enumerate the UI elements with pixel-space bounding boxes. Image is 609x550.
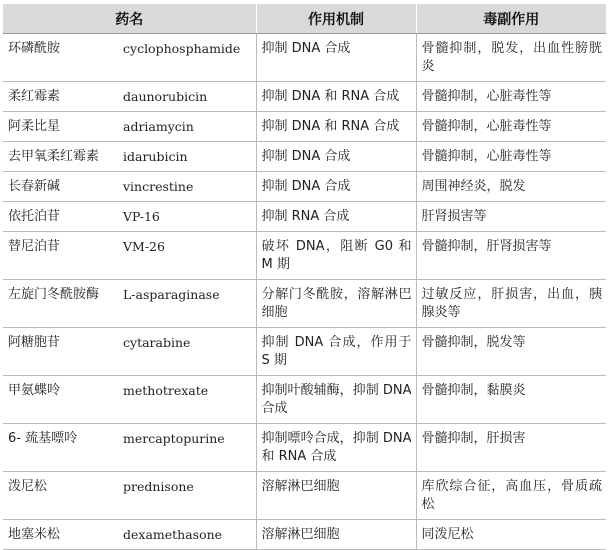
drug-toxicity: 周围神经炎，脱发	[416, 172, 606, 202]
drug-mechanism: 抑制嘌呤合成，抑制 DNA 和 RNA 合成	[256, 424, 416, 472]
drug-name-cn: 泼尼松	[3, 472, 118, 520]
drug-toxicity: 同泼尼松	[416, 520, 606, 550]
drug-name-en: mercaptopurine	[118, 424, 256, 472]
header-drug-name: 药名	[3, 4, 256, 34]
drug-mechanism: 抑制 DNA 和 RNA 合成	[256, 112, 416, 142]
drug-name-en: vincrestine	[118, 172, 256, 202]
drug-toxicity: 骨髓抑制，肝损害	[416, 424, 606, 472]
table-row	[3, 376, 606, 424]
drug-table	[3, 4, 606, 550]
table-row	[3, 328, 606, 376]
drug-name-cn: 阿糖胞苷	[3, 328, 118, 376]
drug-mechanism: 抑制 DNA 合成，作用于 S 期	[256, 328, 416, 376]
drug-mechanism: 溶解淋巴细胞	[256, 472, 416, 520]
table-row	[3, 112, 606, 142]
drug-name-en: idarubicin	[118, 142, 256, 172]
table-header	[3, 4, 606, 34]
header-mechanism: 作用机制	[256, 4, 416, 34]
drug-name-en: adriamycin	[118, 112, 256, 142]
drug-name-en: methotrexate	[118, 376, 256, 424]
drug-name-cn: 去甲氧柔红霉素	[3, 142, 118, 172]
drug-name-cn: 阿柔比星	[3, 112, 118, 142]
table-row	[3, 232, 606, 280]
table-row	[3, 82, 606, 112]
drug-toxicity: 肝肾损害等	[416, 202, 606, 232]
drug-mechanism: 抑制 DNA 合成	[256, 34, 416, 82]
drug-mechanism: 抑制叶酸辅酶，抑制 DNA 合成	[256, 376, 416, 424]
table-row	[3, 172, 606, 202]
drug-mechanism: 抑制 DNA 和 RNA 合成	[256, 82, 416, 112]
drug-name-en: daunorubicin	[118, 82, 256, 112]
drug-name-en: cytarabine	[118, 328, 256, 376]
drug-name-cn: 替尼泊苷	[3, 232, 118, 280]
drug-name-en: VP-16	[118, 202, 256, 232]
table-row	[3, 34, 606, 82]
drug-name-cn: 长春新碱	[3, 172, 118, 202]
drug-toxicity: 骨髓抑制，肝肾损害等	[416, 232, 606, 280]
drug-toxicity: 骨髓抑制，心脏毒性等	[416, 142, 606, 172]
drug-name-en: cyclophosphamide	[118, 34, 256, 82]
drug-name-en: prednisone	[118, 472, 256, 520]
drug-mechanism: 抑制 DNA 合成	[256, 172, 416, 202]
drug-toxicity: 骨髓抑制，心脏毒性等	[416, 112, 606, 142]
drug-toxicity: 骨髓抑制，黏膜炎	[416, 376, 606, 424]
drug-name-en: dexamethasone	[118, 520, 256, 550]
drug-toxicity: 骨髓抑制，脱发等	[416, 328, 606, 376]
drug-name-cn: 环磷酰胺	[3, 34, 118, 82]
drug-name-cn: 左旋门冬酰胺酶	[3, 280, 118, 328]
drug-name-en: VM-26	[118, 232, 256, 280]
table-body	[3, 34, 606, 550]
table-row	[3, 520, 606, 550]
drug-name-cn: 依托泊苷	[3, 202, 118, 232]
drug-mechanism: 抑制 RNA 合成	[256, 202, 416, 232]
drug-toxicity: 骨髓抑制，心脏毒性等	[416, 82, 606, 112]
drug-toxicity: 库欣综合征，高血压，骨质疏松	[416, 472, 606, 520]
drug-toxicity: 过敏反应，肝损害，出血，胰腺炎等	[416, 280, 606, 328]
drug-name-cn: 地塞米松	[3, 520, 118, 550]
drug-name-cn: 柔红霉素	[3, 82, 118, 112]
drug-name-cn: 甲氨蝶呤	[3, 376, 118, 424]
drug-mechanism: 破坏 DNA，阻断 G0 和 M 期	[256, 232, 416, 280]
table-row	[3, 424, 606, 472]
table-row	[3, 280, 606, 328]
table-row	[3, 202, 606, 232]
drug-mechanism: 溶解淋巴细胞	[256, 520, 416, 550]
table-row	[3, 142, 606, 172]
drug-name-cn: 6- 巯基嘌呤	[3, 424, 118, 472]
drug-mechanism: 分解门冬酰胺，溶解淋巴细胞	[256, 280, 416, 328]
drug-toxicity: 骨髓抑制，脱发，出血性膀胱炎	[416, 34, 606, 82]
drug-name-en: L-asparaginase	[118, 280, 256, 328]
header-row	[3, 4, 606, 34]
drug-mechanism: 抑制 DNA 合成	[256, 142, 416, 172]
table-row	[3, 472, 606, 520]
header-toxicity: 毒副作用	[416, 4, 606, 34]
